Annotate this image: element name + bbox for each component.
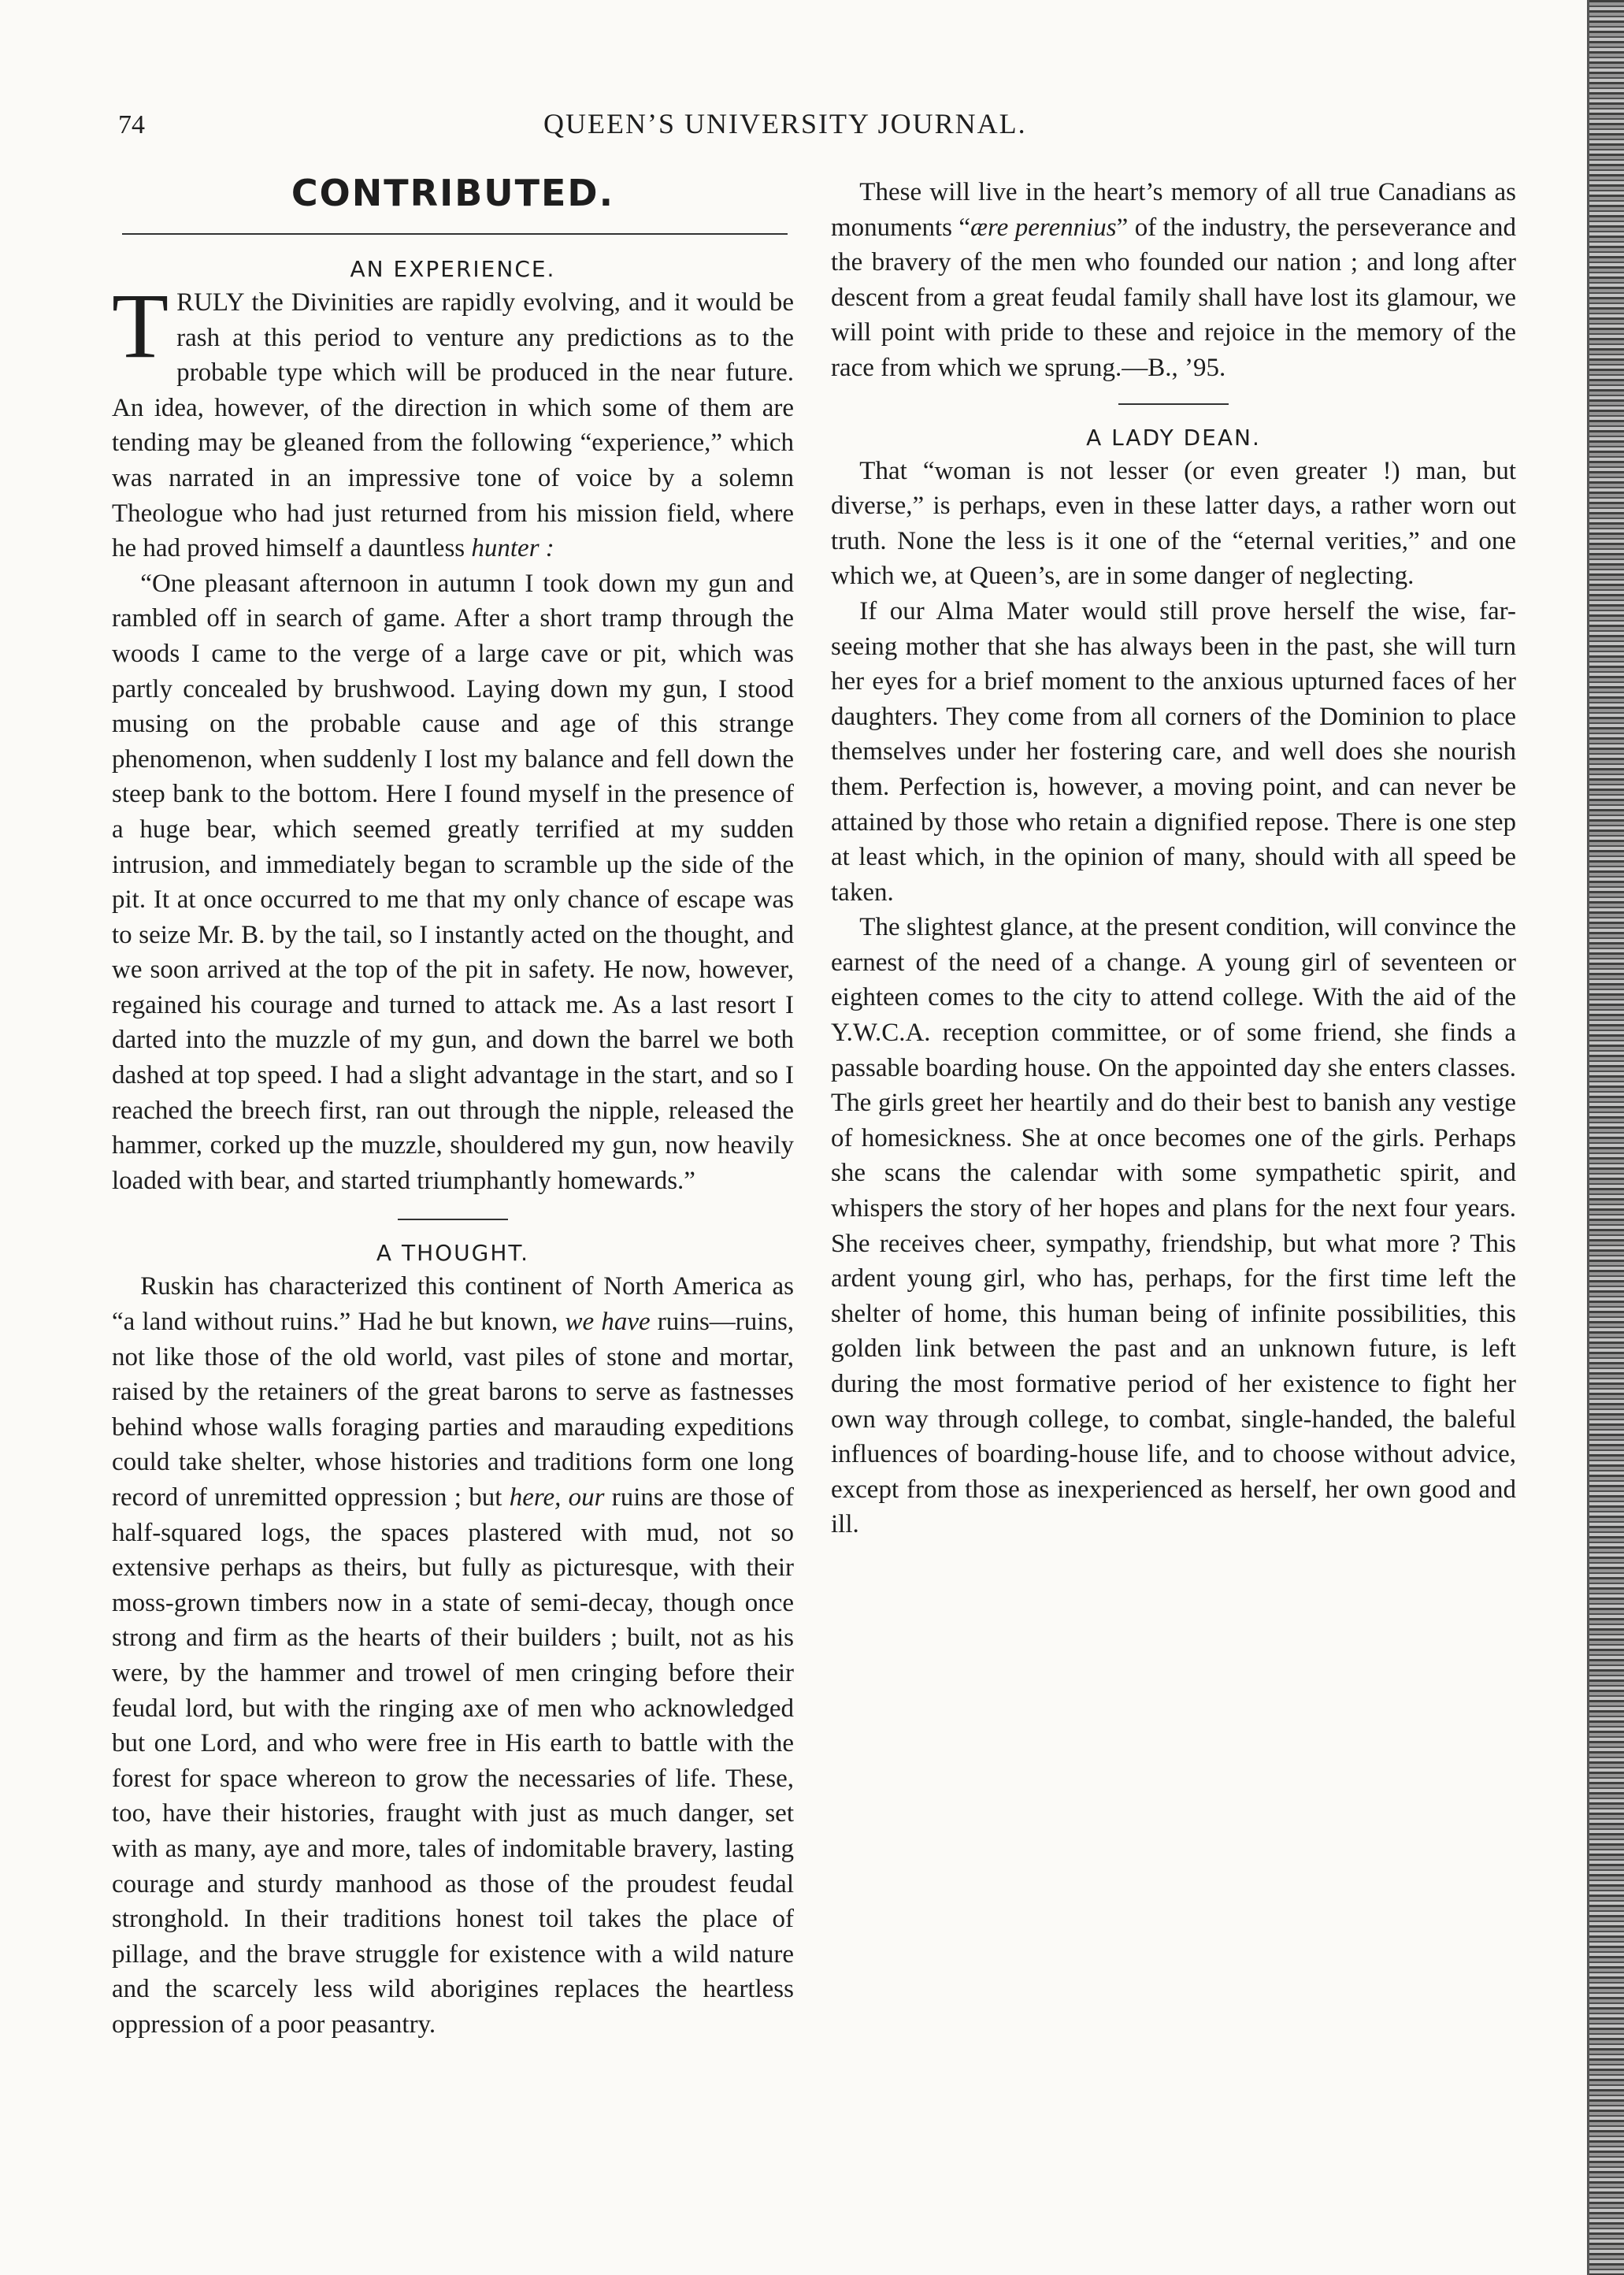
page-binding bbox=[1589, 0, 1624, 2275]
thought-paragraph-1 bbox=[112, 1269, 794, 2042]
experience-intro bbox=[112, 274, 794, 566]
heading-a-thought: A THOUGHT. bbox=[376, 1240, 530, 1267]
experience-intro-italic: hunter : bbox=[471, 534, 554, 563]
thought-p2-text-a: These will live in the heart’s memory of all true Canadians as monuments “ bbox=[831, 178, 1516, 242]
heading-a-lady-dean: A LADY DEAN. bbox=[1086, 424, 1261, 451]
running-head: QUEEN’S UNIVERSITY JOURNAL. bbox=[543, 108, 1027, 139]
lady-dean-paragraph-2: If our Alma Mater would still prove herself the wise, far-seeing mother that she has always been in the past, she will turn her eyes for a brief moment to the anxious upturned faces of her daughters. They come from all corners of the Dominion to place themselves under her fostering care, and well does she nourish them. Perfection is, however, a moving point, and can never be attained by those who retain a dignified repose. There is one step at least which, in the opinion of many, should with all speed be taken. bbox=[831, 596, 1516, 907]
left-column bbox=[112, 254, 794, 2043]
thought-text-a: Ruskin has characterized this continent of North America as “a land without ruins.” Had he but known, bbox=[112, 1272, 794, 1337]
thought-p2-italic: ære perennius bbox=[970, 213, 1117, 242]
section-title: CONTRIBUTED. bbox=[291, 172, 615, 214]
thought-text-c: ruins are those of half-squared logs, the spaces plastered with mud, not so extensive perhaps as theirs, but fully as picturesque, with their moss-grown timbers now in a state of semi-decay, though once strong and firm as the hearts of their builders ; built, not as his were, by the hammer and trowel of men cringing before their feudal lord, but with the ringing axe of men who acknowledged but one Lord, and who were free in His earth to battle with the forest for space whereon to grow the necessaries of life. These, too, have their histories, fraught with just as much danger, set with as many, aye and more, tales of indomitable bravery, lasting courage and sturdy manhood as those of the proudest feudal stronghold. In their traditions honest toil takes the place of pillage, and the brave struggle for existence with a wild nature and the scarcely less wild aborigines replaces the heartless oppression of a poor peasantry. bbox=[112, 1483, 795, 2039]
title-rule bbox=[122, 233, 788, 235]
page-number: 74 bbox=[118, 110, 145, 139]
drop-cap-letter: T bbox=[112, 274, 169, 377]
right-column bbox=[831, 175, 1516, 1542]
thought-paragraph-2 bbox=[831, 175, 1516, 386]
experience-story: “One pleasant afternoon in autumn I took down my gun and rambled off in search of game. After a short tramp through the woods I came to the verge of a large cave or pit, which was partly concealed by brushwood. Laying down my gun, I stood musing on the probable cause and age of this strange phenomenon, when suddenly I lost my balance and fell down the steep bank to the bottom. Here I found myself in the presence of a huge bear, which seemed greatly terrified at my sudden intrusion, and immediately began to scramble up the side of the pit. It at once occurred to me that my only chance of escape was to seize Mr. B. by the tail, so I instantly acted on the thought, and we soon arrived at the top of the pit in safety. He now, however, regained his courage and turned to attack me. As a last resort I darted into the muzzle of my gun, and down the barrel we both dashed at top speed. I had a slight advantage in the start, and so I reached the breech first, ran out through the nipple, released the hammer, corked up the muzzle, shouldered my gun, now heavily loaded with bear, and started triumphantly homewards.” bbox=[112, 569, 794, 1195]
thought-p2-text-b: ” of the industry, the perseverance and the bravery of the men who founded our nation ; and long after descent from a great feudal family shall have lost its glamour, we will point with pride to these and rejoice in the memory of the race from which we sprung.—B., ’95. bbox=[831, 213, 1516, 382]
lady-dean-paragraph-3: The slightest glance, at the present condition, will convince the earnest of the need of a change. A young girl of seventeen or eighteen comes to the city to attend college. With the aid of the Y.W.C.A. reception committee, or of some friend, she finds a passable boarding house. On the appointed day she enters classes. The girls greet her heartily and do their best to banish any vestige of homesickness. She at once becomes one of the girls. Perhaps she scans the calendar with some sympathetic spirit, and whispers the story of her hopes and plans for the next four years. She receives cheer, sympathy, friendship, but what more ? This ardent young girl, who has, perhaps, for the first time left the shelter of home, this human being of infinite possibilities, this golden link between the past and an unknown future, is left during the most formative period of her existence to fight her own way through college, to combat, single-handed, the baleful influences of boarding-house life, and to choose without advice, except from those as inexperienced as herself, her own good and ill. bbox=[831, 913, 1516, 1539]
thought-italic-1: we have bbox=[565, 1308, 651, 1337]
heading-an-experience: AN EXPERIENCE. bbox=[350, 256, 556, 282]
thought-text-b: ruins—ruins, not like those of the old world, vast piles of stone and mortar, raised by the retainers of the great barons to serve as fastnesses behind whose walls foraging parties and marauding expeditions could take shelter, whose histories and traditions form one long record of unremitted oppression ; but bbox=[112, 1308, 795, 1512]
thought-italic-2: here, our bbox=[509, 1483, 605, 1512]
experience-intro-text: RULY the Divinities are rapidly evolving, and it would be rash at this period to venture any predictions as to the probable type which will be produced in the near future. An idea, however, of the direction in which some of them are tending may be gleaned from the following “experience,” which was narrated in an impressive tone of voice by a solemn Theologue who had just returned from his mission field, where he had proved himself a dauntless bbox=[112, 288, 794, 563]
lady-dean-paragraph-1: That “woman is not lesser (or even greater !) man, but diverse,” is perhaps, even in these latter days, a rather worn out truth. None the less is it one of the “eternal verities,” and one which we, at Queen’s, are in some danger of neglecting. bbox=[831, 456, 1516, 591]
